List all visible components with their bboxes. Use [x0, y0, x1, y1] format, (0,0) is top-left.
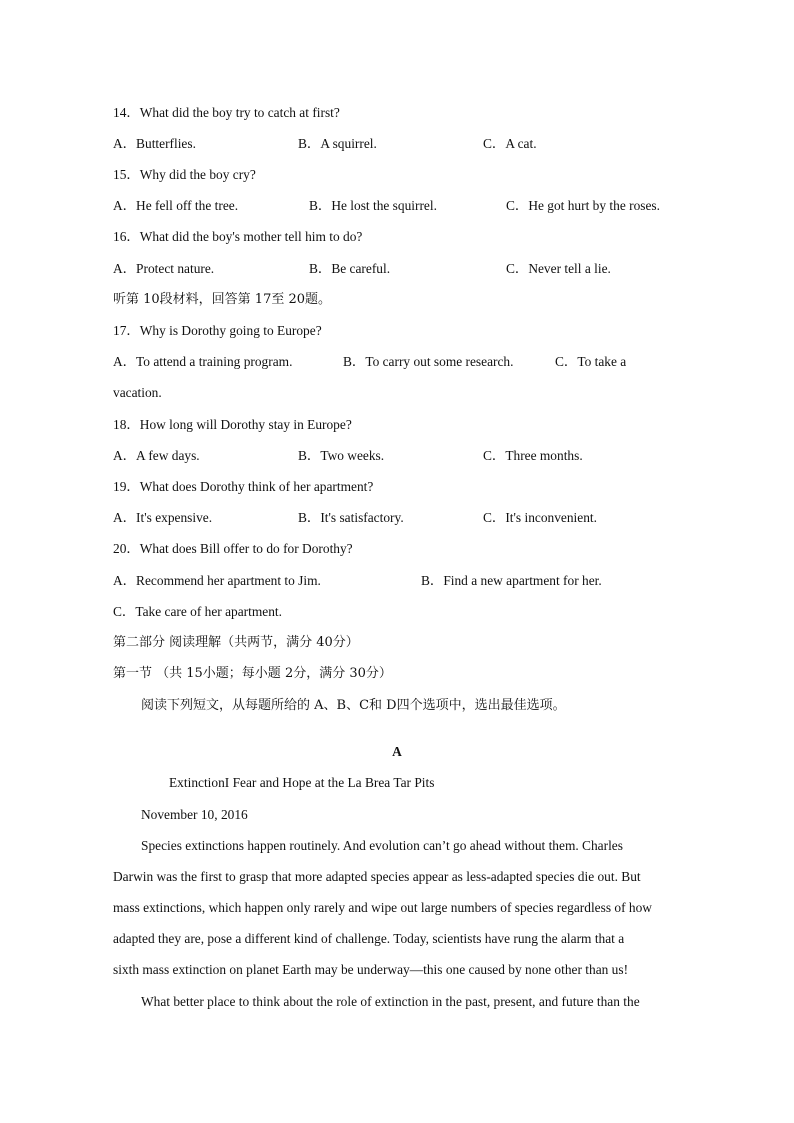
passage-letter: A [392, 744, 402, 759]
q17-option-c-continued: vacation. [113, 385, 162, 400]
passage-date: November 10, 2016 [141, 807, 248, 822]
q14-option-c: C．A cat. [483, 136, 537, 151]
passage-line: sixth mass extinction on planet Earth may be underway—this one caused by none other than us! [113, 962, 629, 977]
question-17: 17．Why is Dorothy going to Europe? [113, 323, 322, 338]
q16-option-b: B．Be careful. [309, 261, 391, 276]
q20-option-a: A．Recommend her apartment to Jim. [113, 573, 321, 588]
q17-option-c: C．To take a [555, 354, 627, 369]
passage-title: ExtinctionI Fear and Hope at the La Brea Tar Pits [169, 775, 435, 790]
q17-option-a: A．To attend a training program. [113, 354, 293, 369]
question-15: 15．Why did the boy cry? [113, 167, 256, 182]
q19-option-c: C．It's inconvenient. [483, 510, 597, 525]
section-10-note: 听第 10段材料，回答第 17至 20题。 [113, 292, 332, 307]
question-16: 16．What did the boy's mother tell him to do? [113, 229, 363, 244]
q19-option-a: A．It's expensive. [113, 510, 213, 525]
question-14: 14．What did the boy try to catch at first? [113, 105, 340, 120]
passage-line: adapted they are, pose a different kind of challenge. Today, scientists have rung the alarm that a [113, 931, 625, 946]
passage-line: Species extinctions happen routinely. And evolution can’t go ahead without them. Charles [141, 838, 623, 853]
question-19: 19．What does Dorothy think of her apartment? [113, 479, 374, 494]
q18-option-b: B．Two weeks. [298, 448, 385, 463]
q20-option-b: B．Find a new apartment for her. [421, 573, 602, 588]
q17-option-b: B．To carry out some research. [343, 354, 514, 369]
passage-line: What better place to think about the role of extinction in the past, present, and future than the [141, 994, 640, 1009]
passage-line: mass extinctions, which happen only rarely and wipe out large numbers of species regardless of how [113, 900, 652, 915]
q15-option-c: C．He got hurt by the roses. [506, 198, 660, 213]
part2-heading: 第二部分 阅读理解（共两节，满分 40分） [113, 635, 359, 650]
passage-line: Darwin was the first to grasp that more adapted species appear as less-adapted species die out. But [113, 869, 641, 884]
q15-option-b: B．He lost the squirrel. [309, 198, 437, 213]
q14-option-b: B．A squirrel. [298, 136, 377, 151]
q20-option-c: C．Take care of her apartment. [113, 604, 282, 619]
q19-option-b: B．It's satisfactory. [298, 510, 404, 525]
q18-option-c: C．Three months. [483, 448, 583, 463]
question-18: 18．How long will Dorothy stay in Europe? [113, 417, 352, 432]
q18-option-a: A．A few days. [113, 448, 200, 463]
q15-option-a: A．He fell off the tree. [113, 198, 239, 213]
section1-heading: 第一节 （共 15小题；每小题 2分，满分 30分） [113, 666, 392, 681]
q14-option-a: A．Butterflies. [113, 136, 196, 151]
instruction: 阅读下列短文，从每题所给的 A、B、C和 D四个选项中，选出最佳选项。 [141, 698, 566, 713]
q16-option-a: A．Protect nature. [113, 261, 215, 276]
q16-option-c: C．Never tell a lie. [506, 261, 611, 276]
question-20: 20．What does Bill offer to do for Dorothy? [113, 541, 353, 556]
